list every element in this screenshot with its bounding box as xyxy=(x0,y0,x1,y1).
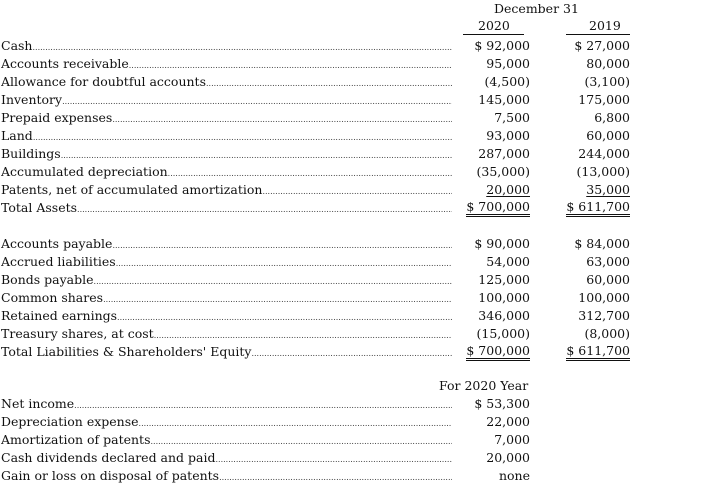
year-row-dividends xyxy=(0,449,716,467)
liability-value-2020: $ 90,000 xyxy=(474,236,530,251)
year-value: $ 53,300 xyxy=(474,396,530,411)
liability-value-2019: 312,700 xyxy=(578,308,630,323)
liability-total-2019: $ 611,700 xyxy=(566,343,630,361)
liability-value-2020: (15,000) xyxy=(476,326,530,341)
liability-value-2019: $ 84,000 xyxy=(574,236,630,251)
liability-value-2019: 63,000 xyxy=(586,254,630,269)
asset-row-cash xyxy=(0,37,716,55)
liability-row-total xyxy=(0,343,716,361)
year-label: Gain or loss on disposal of patents ..... xyxy=(1,467,452,487)
header-year-2020: 2020 xyxy=(478,18,510,33)
liability-total-label: Total Liabilities & Shareholders' Equity ..... xyxy=(1,343,452,363)
liability-label: Accrued liabilities ..... xyxy=(1,253,452,273)
asset-label: Allowance for doubtful accounts ..... xyxy=(1,73,452,93)
asset-value-2020: $ 92,000 xyxy=(474,38,530,53)
asset-row-buildings xyxy=(0,145,716,163)
year-row-amortization xyxy=(0,431,716,449)
year-value: 7,000 xyxy=(494,432,530,447)
asset-value-2019: 60,000 xyxy=(586,128,630,143)
liability-row-bonds xyxy=(0,271,716,289)
asset-value-2019: (13,000) xyxy=(576,164,630,179)
liability-value-2019: (8,000) xyxy=(584,326,630,341)
year-label: Net income ..... xyxy=(1,395,452,415)
asset-value-2020: 287,000 xyxy=(478,146,530,161)
liability-label: Treasury shares, at cost ..... xyxy=(1,325,452,345)
liability-value-2020: 54,000 xyxy=(486,254,530,269)
asset-value-2020: 95,000 xyxy=(486,56,530,71)
year-label: Cash dividends declared and paid ..... xyxy=(1,449,452,469)
liability-label: Accounts payable ..... xyxy=(1,235,452,255)
year-row-gain-loss xyxy=(0,467,716,485)
asset-value-2019: 244,000 xyxy=(578,146,630,161)
year-value: none xyxy=(498,468,530,483)
asset-label: Cash ..... xyxy=(1,37,452,57)
year-value: 20,000 xyxy=(486,450,530,465)
liability-row-accrued xyxy=(0,253,716,271)
header-date: December 31 xyxy=(494,1,579,16)
asset-row-accum-depreciation xyxy=(0,163,716,181)
asset-label: Inventory ..... xyxy=(1,91,452,111)
asset-row-inventory xyxy=(0,91,716,109)
asset-label: Prepaid expenses ..... xyxy=(1,109,452,129)
liability-row-treasury xyxy=(0,325,716,343)
asset-value-2020: 20,000 xyxy=(486,182,530,197)
asset-row-patents xyxy=(0,181,716,199)
asset-total-2019: $ 611,700 xyxy=(566,199,630,217)
asset-row-total xyxy=(0,199,716,217)
asset-label: Buildings ..... xyxy=(1,145,452,165)
asset-value-2019: 6,800 xyxy=(594,110,630,125)
liability-row-accounts-payable xyxy=(0,235,716,253)
asset-row-allowance xyxy=(0,73,716,91)
asset-label: Land ..... xyxy=(1,127,452,147)
asset-total-2020: $ 700,000 xyxy=(466,199,530,217)
year-value: 22,000 xyxy=(486,414,530,429)
asset-row-land xyxy=(0,127,716,145)
period-header: For 2020 Year xyxy=(439,378,529,393)
asset-value-2019: 80,000 xyxy=(586,56,630,71)
asset-label: Accounts receivable ..... xyxy=(1,55,452,75)
liability-label: Retained earnings ..... xyxy=(1,307,452,327)
asset-value-2020: (4,500) xyxy=(484,74,530,89)
asset-value-2020: 7,500 xyxy=(494,110,530,125)
asset-value-2019: 175,000 xyxy=(578,92,630,107)
header-underline-2019 xyxy=(566,34,630,35)
liability-row-retained-earnings xyxy=(0,307,716,325)
year-label: Depreciation expense ..... xyxy=(1,413,452,433)
asset-value-2019: $ 27,000 xyxy=(574,38,630,53)
asset-label: Patents, net of accumulated amortization ..... xyxy=(1,181,452,201)
asset-label: Accumulated depreciation ..... xyxy=(1,163,452,183)
asset-value-2019: (3,100) xyxy=(584,74,630,89)
asset-value-2020: (35,000) xyxy=(476,164,530,179)
liability-value-2019: 60,000 xyxy=(586,272,630,287)
header-underline-2020 xyxy=(463,34,524,35)
liability-total-2020: $ 700,000 xyxy=(466,343,530,361)
asset-total-label: Total Assets ..... xyxy=(1,199,452,219)
liability-value-2020: 100,000 xyxy=(478,290,530,305)
asset-value-2019: 35,000 xyxy=(586,182,630,197)
liability-label: Bonds payable ..... xyxy=(1,271,452,291)
liability-value-2019: 100,000 xyxy=(578,290,630,305)
liability-value-2020: 346,000 xyxy=(478,308,530,323)
liability-value-2020: 125,000 xyxy=(478,272,530,287)
year-row-depreciation xyxy=(0,413,716,431)
header-year-2019: 2019 xyxy=(589,18,621,33)
asset-value-2020: 145,000 xyxy=(478,92,530,107)
liability-label: Common shares ..... xyxy=(1,289,452,309)
asset-value-2020: 93,000 xyxy=(486,128,530,143)
year-row-net-income xyxy=(0,395,716,413)
liability-row-common-shares xyxy=(0,289,716,307)
asset-row-prepaid xyxy=(0,109,716,127)
asset-row-accounts-receivable xyxy=(0,55,716,73)
year-label: Amortization of patents ..... xyxy=(1,431,452,451)
